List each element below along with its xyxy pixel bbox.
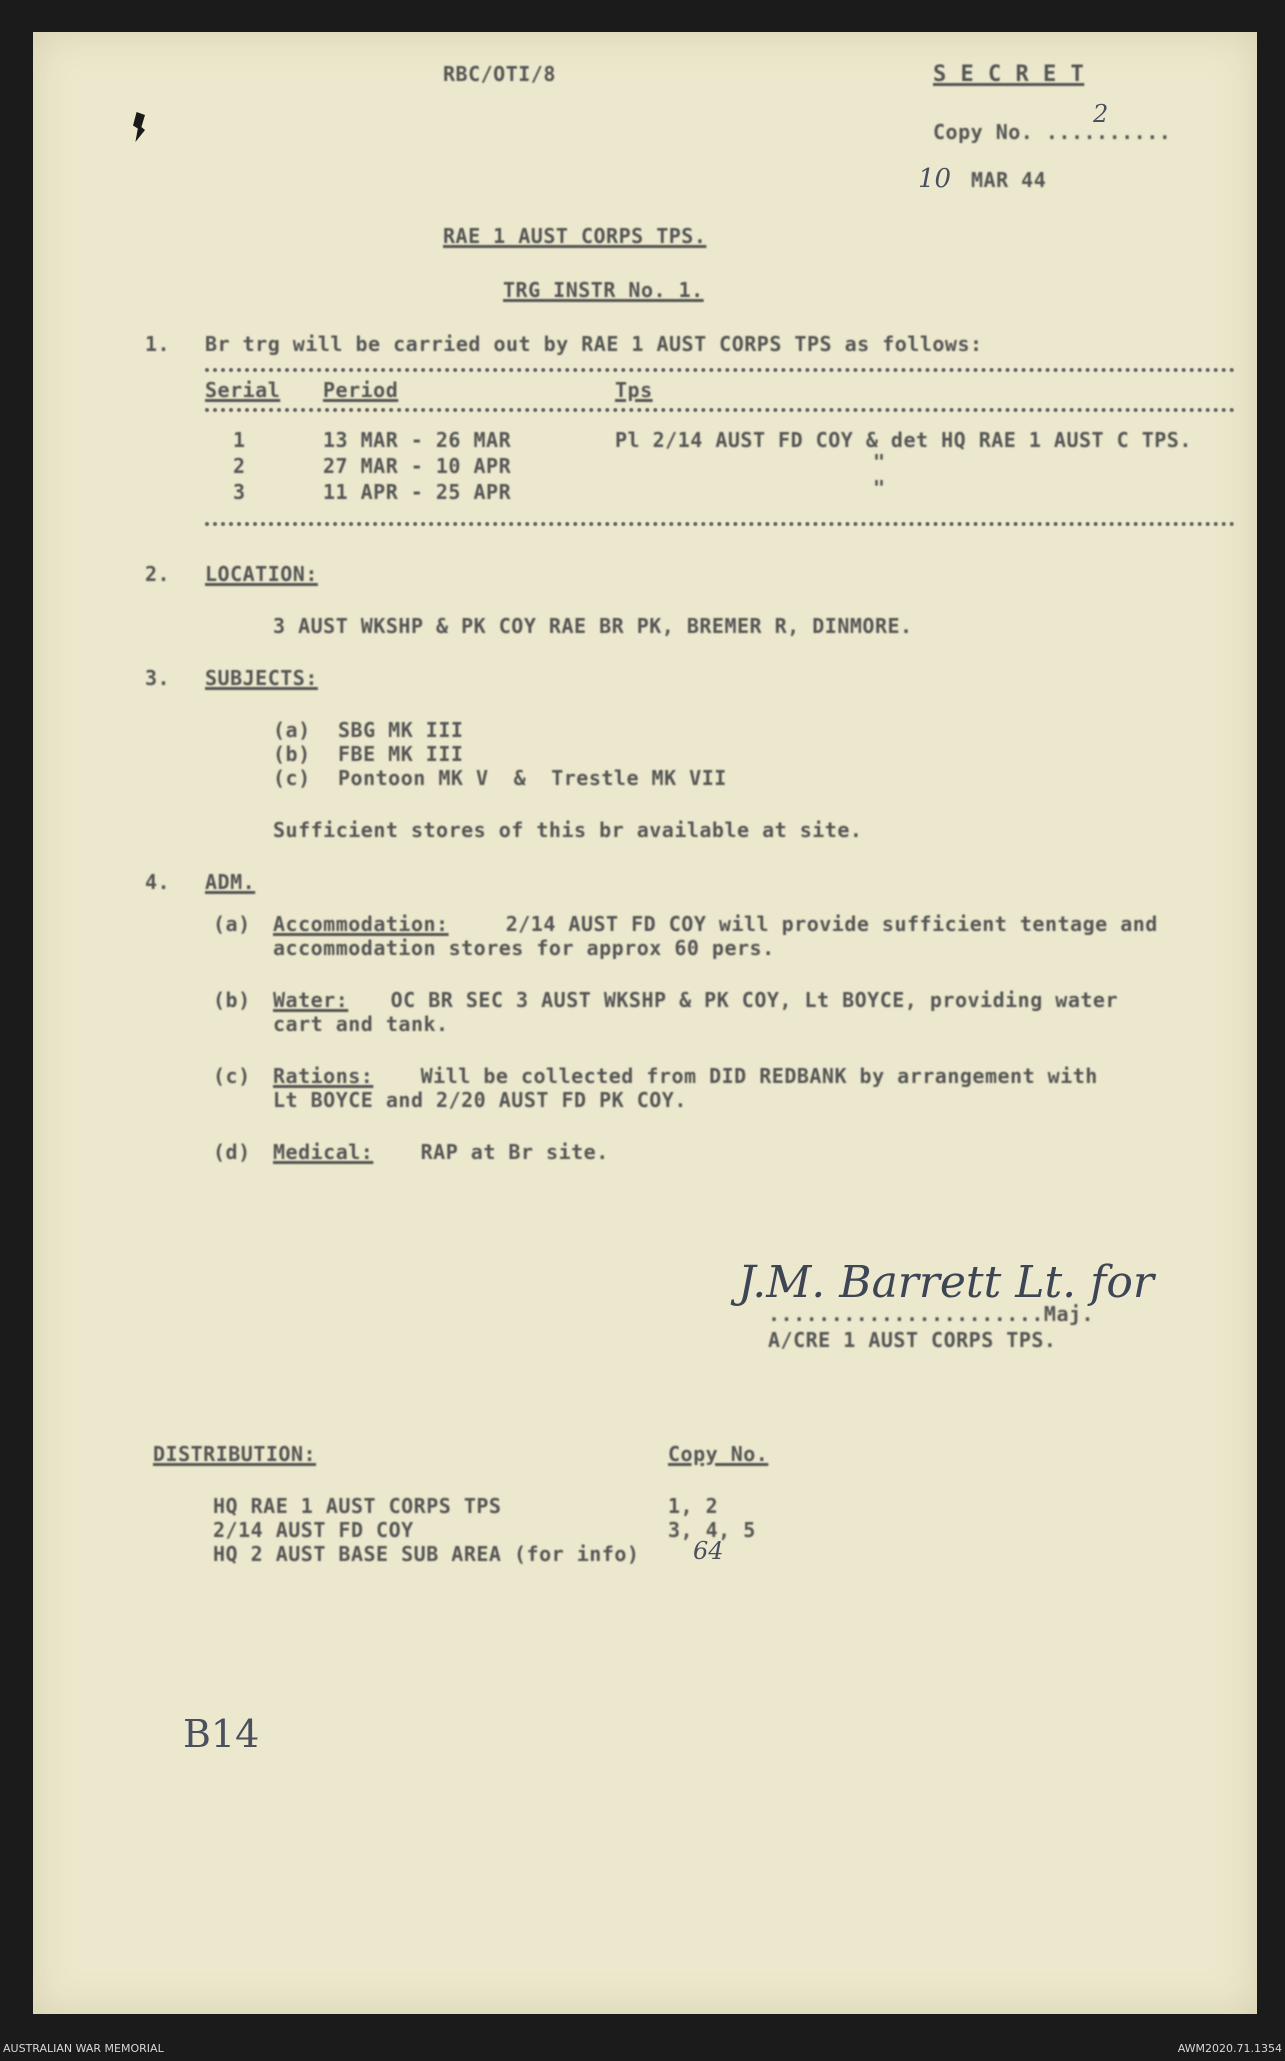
footer-accession-number: AWM2020.71.1354 (1177, 2042, 1282, 2055)
date-day-handwritten: 10 (918, 164, 952, 194)
table-row-2-tps: " (873, 450, 886, 474)
para-1-text: Br trg will be carried out by RAE 1 AUST CORPS TPS as follows: (205, 332, 983, 356)
para-2-heading: LOCATION: (205, 562, 318, 586)
adm-a-line-2: accommodation stores for approx 60 pers. (273, 936, 775, 960)
table-header-serial: Serial (205, 378, 281, 402)
copy-number-label: Copy No. .......... (933, 120, 1172, 144)
para-3-number: 3. (145, 666, 171, 690)
punch-mark (133, 112, 145, 142)
subjects-note: Sufficient stores of this br available at site. (273, 818, 863, 842)
signature-title: A/CRE 1 AUST CORPS TPS. (768, 1328, 1057, 1352)
distribution-row-2-to: 2/14 AUST FD COY (213, 1518, 414, 1542)
para-2-text: 3 AUST WKSHP & PK COY RAE BR PK, BREMER R, DINMORE. (273, 614, 913, 638)
adm-b-line-2: cart and tank. (273, 1012, 449, 1036)
table-row-1-serial: 1 (233, 428, 246, 452)
adm-c-line-1: Will be collected from DID REDBANK by arrangement with (383, 1064, 1098, 1088)
table-row-1-tps: Pl 2/14 AUST FD COY & det HQ RAE 1 AUST C TPS. (615, 428, 1192, 452)
table-top-rule (205, 368, 1235, 372)
distribution-row-1-copies: 1, 2 (668, 1494, 719, 1518)
adm-c-line-2: Lt BOYCE and 2/20 AUST FD PK COY. (273, 1088, 687, 1112)
para-1-number: 1. (145, 332, 171, 356)
adm-b-label: Water: (273, 988, 349, 1012)
table-row-3-serial: 3 (233, 480, 246, 504)
table-header-period: Period (323, 378, 399, 402)
file-reference: RBC/OTI/8 (443, 62, 556, 86)
distribution-row-3-copies: 64 (693, 1537, 724, 1565)
document-page (33, 32, 1257, 2014)
signature-handwritten: J.M. Barrett Lt. for (738, 1257, 1154, 1308)
table-row-3-tps: " (873, 476, 886, 500)
adm-d-line-1: RAP at Br site. (383, 1140, 609, 1164)
para-3-heading: SUBJECTS: (205, 666, 318, 690)
table-bottom-rule (205, 522, 1235, 526)
table-row-1-period: 13 MAR - 26 MAR (323, 428, 512, 452)
adm-b-key: (b) (213, 988, 251, 1012)
adm-a-line-1: 2/14 AUST FD COY will provide sufficient tentage and (443, 912, 1158, 936)
subject-c-text: Pontoon MK V & Trestle MK VII (338, 766, 727, 790)
adm-d-key: (d) (213, 1140, 251, 1164)
subject-b-text: FBE MK III (338, 742, 464, 766)
copy-number-handwritten: 2 (1093, 100, 1109, 128)
adm-a-label: Accommodation: (273, 912, 449, 936)
adm-b-line-1: OC BR SEC 3 AUST WKSHP & PK COY, Lt BOYCE, providing water (353, 988, 1119, 1012)
unit-title: RAE 1 AUST CORPS TPS. (443, 224, 707, 248)
instruction-title: TRG INSTR No. 1. (503, 278, 704, 302)
signature-dots: ......................Maj. (768, 1302, 1095, 1326)
distribution-row-3-to: HQ 2 AUST BASE SUB AREA (for info) (213, 1542, 640, 1566)
para-4-heading: ADM. (205, 870, 256, 894)
table-row-3-period: 11 APR - 25 APR (323, 480, 512, 504)
classification: S E C R E T (933, 62, 1085, 87)
subject-b-key: (b) (273, 742, 311, 766)
table-header-tps: Tps (615, 378, 653, 402)
distribution-row-1-to: HQ RAE 1 AUST CORPS TPS (213, 1494, 502, 1518)
distribution-row-2-copies: 3, 4, 5 (668, 1518, 756, 1542)
margin-note-handwritten: B14 (183, 1712, 260, 1756)
para-2-number: 2. (145, 562, 171, 586)
adm-c-label: Rations: (273, 1064, 374, 1088)
distribution-heading: DISTRIBUTION: (153, 1442, 317, 1466)
adm-a-key: (a) (213, 912, 251, 936)
subject-a-text: SBG MK III (338, 718, 464, 742)
footer-institution: AUSTRALIAN WAR MEMORIAL (3, 2042, 164, 2055)
date-month-year: MAR 44 (971, 168, 1047, 192)
table-row-2-period: 27 MAR - 10 APR (323, 454, 512, 478)
table-header-rule (205, 408, 1235, 412)
table-row-2-serial: 2 (233, 454, 246, 478)
adm-d-label: Medical: (273, 1140, 374, 1164)
subject-c-key: (c) (273, 766, 311, 790)
para-4-number: 4. (145, 870, 171, 894)
distribution-copy-heading: Copy No. (668, 1442, 769, 1466)
subject-a-key: (a) (273, 718, 311, 742)
adm-c-key: (c) (213, 1064, 251, 1088)
